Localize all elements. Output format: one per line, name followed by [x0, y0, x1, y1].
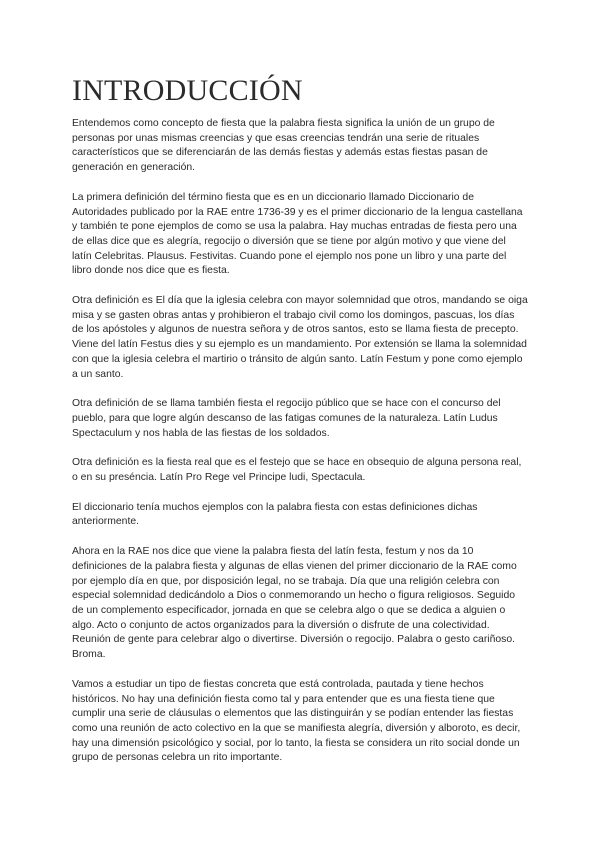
paragraph: Ahora en la RAE nos dice que viene la palabra fiesta del latín festa, festum y nos da 10 definiciones de la palabra fiesta y algunas de ellas vienen del primer diccionario de la RAE como por ejemplo día en que, por disposición legal, no se trabaja. Día que una religión celebra con especial solemnidad dedicándolo a Dios o conmemorando un hecho o figura religiosos. Seguido de un complemento especificador, jornada en que se celebra algo o que se dedica a alguien o algo. Acto o conjunto de actos organizados para la diversión o disfrute de una colectividad. Reunión de gente para celebrar algo o divertirse. Diversión o regocijo. Palabra o gesto cariñoso. Broma.: [72, 546, 517, 661]
paragraph: El diccionario tenía muchos ejemplos con la palabra fiesta con estas definiciones dichas anteriormente.: [72, 501, 478, 528]
page-title: INTRODUCCIÓN: [72, 74, 303, 107]
paragraph: Otra definición es El día que la iglesia celebra con mayor solemnidad que otros, mandando se oiga misa y se gasten obras antas y prohibieron el trabajo civil como los domingos, pascuas, los días de los apóstoles y algunos de nuestra señora y de otros santos, esto se llama fiesta de precepto. Viene del latín Festus dies y su ejemplo es un mandamiento. Por extensión se llama la solemnidad con que la iglesia celebra el martirio o tránsito de algún santo. Latín Festum y pone como ejemplo a un santo.: [72, 295, 528, 380]
paragraph: Entendemos como concepto de fiesta que la palabra fiesta significa la unión de un grupo de personas por unas mismas creencias y que esas creencias tendrán una serie de rituales característicos que se diferenciarán de las demás fiestas y además estas fiestas pasan de generación en generación.: [72, 118, 495, 174]
paragraph: Otra definición de se llama también fiesta el regocijo público que se hace con el concurso del pueblo, para que logre algún descanso de las fatigas comunes de la naturaleza. Latín Ludus Spectaculum y nos habla de las fiestas de los soldados.: [72, 398, 501, 439]
paragraph: Vamos a estudiar un tipo de fiestas concreta que está controlada, pautada y tiene hechos históricos. No hay una definición fiesta como tal y para entender que es una fiesta tiene que cumplir una serie de cláusulas o elementos que las distinguirán y se podían entender las fiestas como una reunión de acto colectivo en la que se manifiesta alegría, diversión y alboroto, es decir, hay una dimensión psicológico y social, por lo tanto, la fiesta se considera un rito social donde un grupo de personas celebra un rito importante.: [72, 678, 521, 764]
document-body: [72, 117, 528, 781]
paragraph: Otra definición es la fiesta real que es el festejo que se hace en obsequio de alguna persona real, o en su preséncia. Latín Pro Rege vel Principe ludi, Spectacula.: [72, 457, 522, 484]
paragraph: La primera definición del término fiesta que es en un diccionario llamado Diccionario de Autoridades publicado por la RAE entre 1736-39 y es el primer diccionario de la lengua castellana y también te pone ejemplos de como se usa la palabra. Hay muchas entradas de fiesta pero una de ellas dice que es alegría, regocijo o diversión que se tiene por algún motivo y que viene del latín Celebritas. Plausus. Festivitas. Cuando pone el ejemplo nos pone un libro y una parte del libro donde nos dice que es fiesta.: [72, 191, 523, 277]
